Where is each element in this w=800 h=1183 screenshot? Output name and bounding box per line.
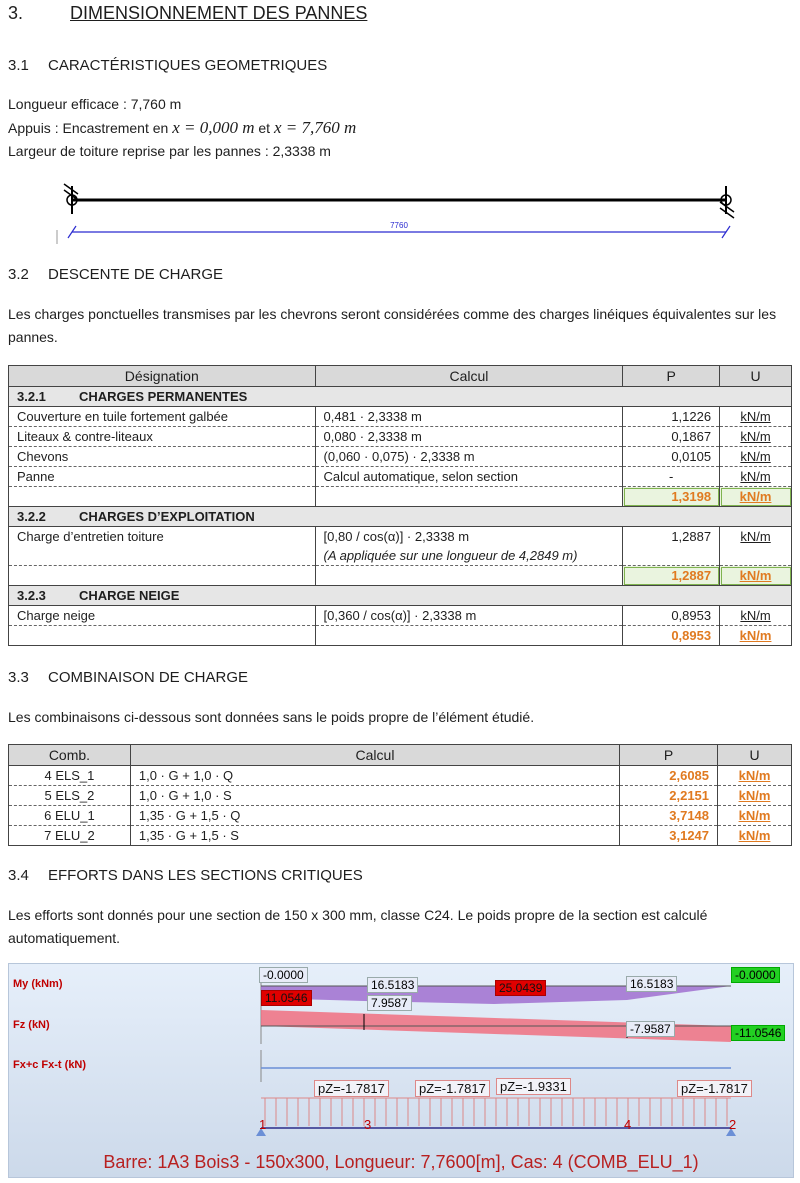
table-header: Désignation Calcul P U: [9, 366, 792, 387]
node-label: 4: [624, 1117, 632, 1132]
load-label: pZ=-1.9331: [496, 1078, 571, 1095]
table-row: Charge d’entretien toiture [0,80 / cos(α)] · 2,3338 m (A appliquée sur une longueur de 4,2849 m) 1,2887 kN/m: [9, 527, 792, 566]
total-row: 1,2887 kN/m: [9, 566, 792, 586]
combinaison-table: [8, 744, 792, 846]
table-row: Charge neige [0,360 / cos(α)] · 2,3338 m 0,8953 kN/m: [9, 606, 792, 626]
appuis-line: Appuis : Encastrement en x = 0,000 m et x = 7,760 m: [8, 118, 357, 137]
node-label: 3: [364, 1117, 372, 1132]
subsection-heading-3-2: 3.2 DESCENTE DE CHARGE: [8, 266, 224, 283]
load-label: pZ=-1.7817: [677, 1080, 752, 1097]
dimension-label: 7760: [390, 221, 408, 230]
table-row: Liteaux & contre-liteaux 0,080 · 2,3338 m 0,1867 kN/m: [9, 427, 792, 447]
diagram-caption: Barre: 1A3 Bois3 - 150x300, Longueur: 7,7600[m], Cas: 4 (COMB_ELU_1): [103, 1152, 699, 1172]
longueur-line: Longueur efficace : 7,760 m: [8, 96, 182, 112]
total-row: 1,3198 kN/m: [9, 487, 792, 507]
section-number: 3.: [8, 3, 24, 23]
my-value: -0.0000: [259, 967, 308, 983]
beam-sketch: [50, 180, 750, 250]
label-fx: Fx+c Fx-t (kN): [13, 1059, 87, 1071]
geometry-text: [8, 93, 794, 163]
group-row-permanentes: 3.2.1 CHARGES PERMANENTES: [9, 387, 792, 407]
table-row: 7 ELU_2 1,35 · G + 1,5 · S 3,1247 kN/m: [9, 826, 792, 846]
node-label: 2: [729, 1117, 737, 1132]
label-my: My (kNm): [13, 978, 63, 990]
table-row: Couverture en tuile fortement galbée 0,481 · 2,3338 m 1,1226 kN/m: [9, 407, 792, 427]
largeur-line: Largeur de toiture reprise par les pannes : 2,3338 m: [8, 143, 331, 159]
efforts-intro: Les efforts sont donnés pour une section de 150 x 300 mm, classe C24. Le poids propre de la section est calculé automatiquement.: [8, 907, 708, 946]
group-row-neige: 3.2.3 CHARGE NEIGE: [9, 586, 792, 606]
load-label: pZ=-1.7817: [415, 1080, 490, 1097]
load-label: pZ=-1.7817: [314, 1080, 389, 1097]
my-value: 7.9587: [367, 995, 412, 1011]
subsection-heading-3-1: 3.1 CARACTÉRISTIQUES GEOMETRIQUES: [8, 57, 328, 74]
table-row: 6 ELU_1 1,35 · G + 1,5 · Q 3,7148 kN/m: [9, 806, 792, 826]
fz-value: -7.9587: [626, 1021, 675, 1037]
descente-intro: Les charges ponctuelles transmises par les chevrons seront considérées comme des charges linéiques équivalentes sur les pannes.: [8, 306, 777, 345]
combinaison-intro: Les combinaisons ci-dessous sont données sans le poids propre de l’élément étudié.: [8, 709, 535, 725]
right-fixed-support-icon: [720, 186, 734, 218]
my-value: 16.5183: [367, 977, 418, 993]
subsection-heading-3-4: 3.4 EFFORTS DANS LES SECTIONS CRITIQUES: [8, 867, 363, 884]
table-row: 4 ELS_1 1,0 · G + 1,0 · Q 2,6085 kN/m: [9, 766, 792, 786]
group-row-exploitation: 3.2.2 CHARGES D’EXPLOITATION: [9, 507, 792, 527]
fz-value: -11.0546: [731, 1025, 785, 1041]
my-value: 25.0439: [495, 980, 546, 996]
table-row: Panne Calcul automatique, selon section - kN/m: [9, 467, 792, 487]
my-value: -0.0000: [731, 967, 780, 983]
table-header: Comb. Calcul P U: [9, 745, 792, 766]
section-title: DIMENSIONNEMENT DES PANNES: [70, 3, 368, 23]
label-fz: Fz (kN): [13, 1019, 50, 1031]
my-value: 11.0546: [261, 990, 312, 1006]
table-row: Chevons (0,060 · 0,075) · 2,3338 m 0,0105 kN/m: [9, 447, 792, 467]
subsection-heading-3-3: 3.3 COMBINAISON DE CHARGE: [8, 669, 249, 686]
total-row: 0,8953 kN/m: [9, 626, 792, 646]
descente-table: [8, 365, 792, 646]
effort-diagram: [8, 963, 794, 1178]
distributed-load: [261, 1098, 731, 1126]
section-heading: [8, 3, 367, 24]
left-fixed-support-icon: [64, 184, 78, 214]
table-row: 5 ELS_2 1,0 · G + 1,0 · S 2,2151 kN/m: [9, 786, 792, 806]
my-value: 16.5183: [626, 976, 677, 992]
node-label: 1: [259, 1117, 267, 1132]
